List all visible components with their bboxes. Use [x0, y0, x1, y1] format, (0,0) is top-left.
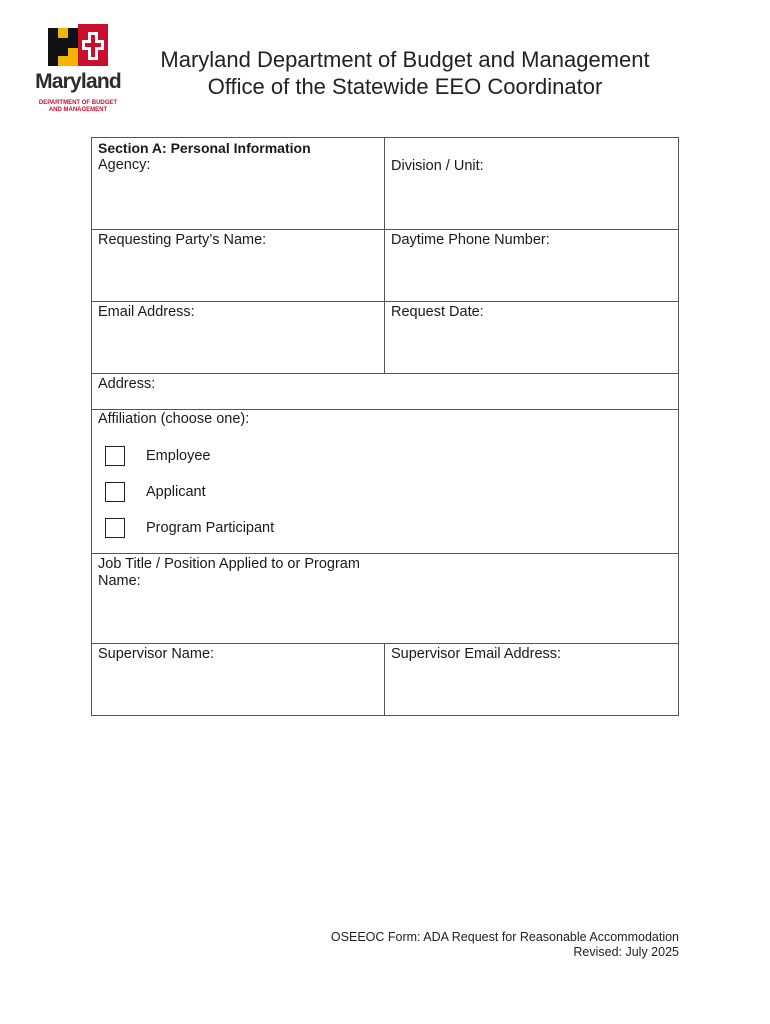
- program-participant-option-label: Program Participant: [146, 519, 275, 536]
- request-date-label: Request Date:: [391, 304, 484, 320]
- employee-option-label: Employee: [146, 447, 211, 464]
- section-a-title: Section A: Personal Information: [98, 140, 311, 156]
- employee-checkbox[interactable]: [105, 446, 125, 466]
- program-participant-checkbox[interactable]: [105, 518, 125, 538]
- division-field[interactable]: [385, 138, 678, 229]
- document-header: [140, 46, 670, 100]
- affiliation-options: [98, 438, 672, 546]
- affiliation-option-program-participant[interactable]: [98, 510, 672, 546]
- logo-subtitle: [30, 100, 126, 114]
- supervisor-email-field[interactable]: [385, 644, 678, 715]
- affiliation-option-employee[interactable]: [98, 438, 672, 474]
- agency-label: Agency:: [98, 157, 151, 173]
- form-row-agency: [92, 138, 678, 229]
- footer-form-name: OSEEOC Form: ADA Request for Reasonable Accommodation: [330, 930, 679, 944]
- job-title-label-line1: Job Title / Position Applied to or Program: [98, 556, 360, 572]
- affiliation-option-applicant[interactable]: [98, 474, 672, 510]
- footer-revised-date: Revised: July 2025: [573, 945, 679, 959]
- applicant-checkbox[interactable]: [105, 482, 125, 502]
- job-title-label-line2: Name:: [98, 573, 141, 589]
- email-label: Email Address:: [98, 304, 195, 320]
- supervisor-name-label: Supervisor Name:: [98, 646, 215, 662]
- logo-subtitle-line2: AND MANAGEMENT: [48, 107, 108, 113]
- logo-wordmark: Maryland: [35, 70, 121, 93]
- document-footer: [331, 930, 679, 960]
- applicant-option-label: Applicant: [146, 483, 206, 500]
- address-label: Address:: [98, 376, 156, 392]
- form-row-job-title: [92, 553, 678, 643]
- form-row-supervisor: [92, 643, 678, 715]
- email-field[interactable]: [92, 302, 385, 373]
- personal-information-form: [91, 137, 679, 716]
- header-title-line2: Office of the Statewide EEO Coordinator: [207, 74, 603, 99]
- phone-field[interactable]: [385, 230, 678, 301]
- form-row-name: [92, 229, 678, 301]
- job-title-field[interactable]: [92, 554, 678, 643]
- address-field[interactable]: [92, 374, 678, 409]
- form-row-affiliation: [92, 409, 678, 553]
- agency-field[interactable]: [92, 138, 385, 229]
- supervisor-name-field[interactable]: [92, 644, 385, 715]
- division-label: Division / Unit:: [391, 158, 484, 174]
- logo-subtitle-line1: DEPARTMENT OF BUDGET: [38, 100, 118, 106]
- affiliation-label: Affiliation (choose one):: [98, 411, 250, 427]
- supervisor-email-label: Supervisor Email Address:: [391, 646, 562, 662]
- form-row-address: [92, 373, 678, 409]
- requesting-name-field[interactable]: [92, 230, 385, 301]
- phone-label: Daytime Phone Number:: [391, 232, 550, 248]
- form-row-email: [92, 301, 678, 373]
- requesting-name-label: Requesting Party’s Name:: [98, 232, 267, 248]
- request-date-field[interactable]: [385, 302, 678, 373]
- header-title-line1: Maryland Department of Budget and Management: [160, 47, 650, 72]
- affiliation-group: [92, 410, 678, 553]
